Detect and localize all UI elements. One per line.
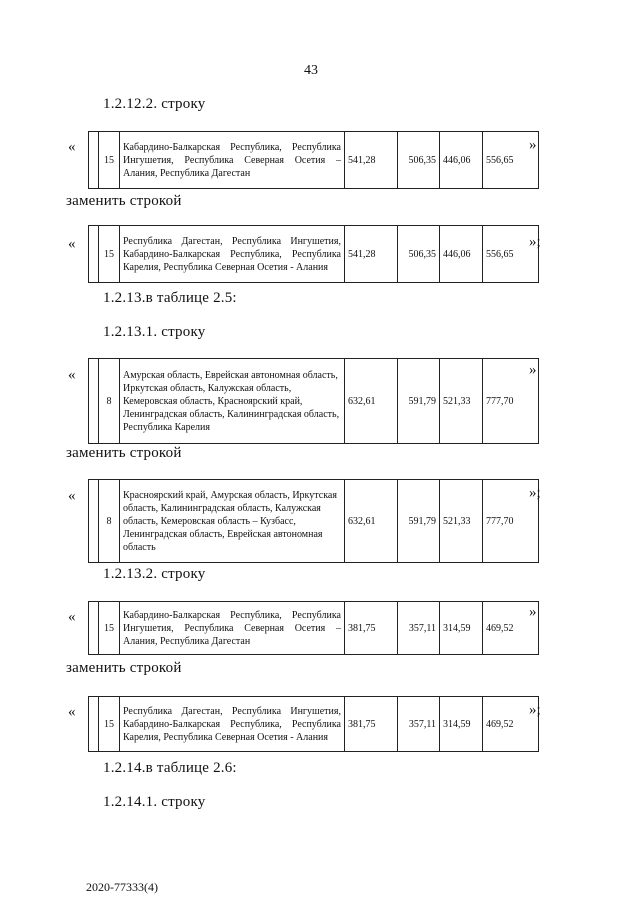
table-row	[88, 131, 539, 189]
region-list: Красноярский край, Амурская область, Иркутская область, Калининградская область, Калужская область, Кемеровская область – Кузбасс, Ленинградская область, Еврейская автономная область	[120, 480, 345, 563]
value-cell: 556,65	[483, 132, 539, 189]
value-cell: 314,59	[440, 697, 483, 752]
row-number: 8	[99, 480, 120, 563]
value-cell: 446,06	[440, 226, 483, 283]
open-quote: «	[68, 367, 76, 383]
value-cell: 521,33	[440, 359, 483, 444]
row-number: 15	[99, 226, 120, 283]
section-heading: 1.2.13.2. строку	[103, 566, 206, 582]
table-row	[88, 479, 539, 563]
value-cell: 314,59	[440, 602, 483, 655]
value-cell: 357,11	[398, 602, 440, 655]
value-cell: 541,28	[345, 132, 398, 189]
value-cell: 591,79	[398, 480, 440, 563]
section-heading: 1.2.14.в таблице 2.6:	[103, 760, 237, 776]
value-cell: 777,70	[483, 480, 539, 563]
value-cell: 632,61	[345, 359, 398, 444]
blank-cell	[89, 697, 99, 752]
table-row	[88, 696, 539, 752]
value-cell: 469,52	[483, 602, 539, 655]
value-cell: 357,11	[398, 697, 440, 752]
blank-cell	[89, 359, 99, 444]
replace-heading: заменить строкой	[66, 445, 182, 461]
open-quote: «	[68, 236, 76, 252]
open-quote: «	[68, 609, 76, 625]
page-number: 43	[304, 63, 318, 78]
value-cell: 541,28	[345, 226, 398, 283]
close-quote: »	[529, 604, 537, 620]
value-cell: 381,75	[345, 697, 398, 752]
value-cell: 381,75	[345, 602, 398, 655]
section-heading: 1.2.12.2. строку	[103, 96, 206, 112]
close-quote: »;	[529, 702, 541, 718]
section-heading: 1.2.13.1. строку	[103, 324, 206, 340]
replace-heading: заменить строкой	[66, 660, 182, 676]
value-cell: 506,35	[398, 132, 440, 189]
blank-cell	[89, 226, 99, 283]
close-quote: »	[529, 362, 537, 378]
region-list: Кабардино-Балкарская Республика, Республика Ингушетия, Республика Северная Осетия – Алания, Республика Дагестан	[120, 132, 345, 189]
table-row	[88, 225, 539, 283]
value-cell: 777,70	[483, 359, 539, 444]
row-number: 15	[99, 697, 120, 752]
value-cell: 506,35	[398, 226, 440, 283]
close-quote: »;	[529, 485, 541, 501]
value-cell: 632,61	[345, 480, 398, 563]
open-quote: «	[68, 704, 76, 720]
document-footer-id: 2020-77333(4)	[86, 880, 158, 894]
open-quote: «	[68, 488, 76, 504]
region-list: Республика Дагестан, Республика Ингушетия, Кабардино-Балкарская Республика, Республика Карелия, Республика Северная Осетия - Алания	[120, 226, 345, 283]
row-number: 15	[99, 602, 120, 655]
blank-cell	[89, 602, 99, 655]
replace-heading: заменить строкой	[66, 193, 182, 209]
value-cell: 556,65	[483, 226, 539, 283]
table-row	[88, 601, 539, 655]
close-quote: »	[529, 137, 537, 153]
table-row	[88, 358, 539, 444]
region-list: Кабардино-Балкарская Республика, Республика Ингушетия, Республика Северная Осетия – Алания, Республика Дагестан	[120, 602, 345, 655]
row-number: 15	[99, 132, 120, 189]
section-heading: 1.2.14.1. строку	[103, 794, 206, 810]
blank-cell	[89, 132, 99, 189]
value-cell: 446,06	[440, 132, 483, 189]
section-heading: 1.2.13.в таблице 2.5:	[103, 290, 237, 306]
row-number: 8	[99, 359, 120, 444]
region-list: Амурская область, Еврейская автономная область, Иркутская область, Калужская область, Кемеровская область, Красноярский край, Ленинградская область, Калининградская область, Республика Карелия	[120, 359, 345, 444]
open-quote: «	[68, 139, 76, 155]
region-list: Республика Дагестан, Республика Ингушетия, Кабардино-Балкарская Республика, Республика Карелия, Республика Северная Осетия - Алания	[120, 697, 345, 752]
value-cell: 521,33	[440, 480, 483, 563]
close-quote: »;	[529, 234, 541, 250]
blank-cell	[89, 480, 99, 563]
value-cell: 469,52	[483, 697, 539, 752]
value-cell: 591,79	[398, 359, 440, 444]
